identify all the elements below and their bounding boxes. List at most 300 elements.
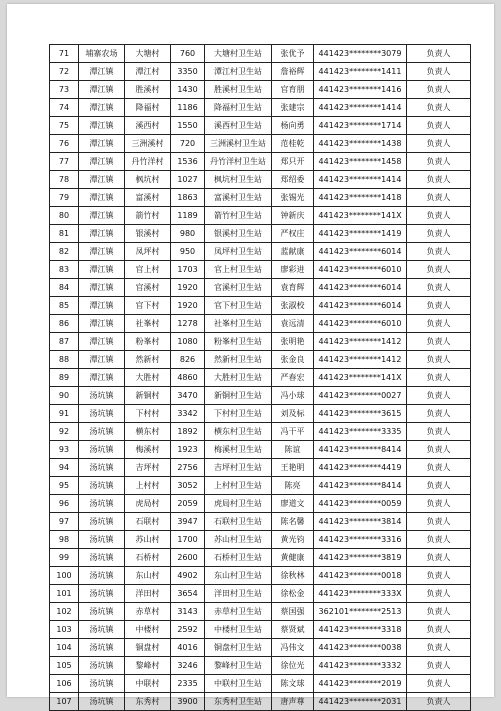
id-number-cell: 441423********8414	[314, 441, 407, 459]
station-cell: 赤草村卫生站	[205, 603, 272, 621]
town-cell: 汤坑镇	[79, 567, 125, 585]
station-cell: 官上村卫生站	[205, 261, 272, 279]
station-cell: 大胜村卫生站	[205, 369, 272, 387]
row-number-cell: 88	[50, 351, 79, 369]
population-cell: 1700	[171, 531, 205, 549]
role-cell: 负责人	[407, 405, 471, 423]
village-cell: 银溪村	[125, 225, 171, 243]
village-cell: 枫坑村	[125, 171, 171, 189]
population-cell: 3052	[171, 477, 205, 495]
population-cell: 826	[171, 351, 205, 369]
row-number-cell: 100	[50, 567, 79, 585]
row-number-cell: 94	[50, 459, 79, 477]
population-cell: 1080	[171, 333, 205, 351]
row-number-cell: 107	[50, 693, 79, 711]
row-number-cell: 82	[50, 243, 79, 261]
town-cell: 潭江镇	[79, 351, 125, 369]
table-row	[50, 297, 471, 315]
town-cell: 潭江镇	[79, 369, 125, 387]
row-number-cell: 92	[50, 423, 79, 441]
station-cell: 凤坪村卫生站	[205, 243, 272, 261]
population-cell: 3654	[171, 585, 205, 603]
person-name-cell: 黄健康	[272, 549, 314, 567]
row-number-cell: 75	[50, 117, 79, 135]
table-row	[50, 279, 471, 297]
table-row	[50, 225, 471, 243]
person-name-cell: 范桂乾	[272, 135, 314, 153]
village-cell: 官溪村	[125, 279, 171, 297]
village-cell: 丹竹洋村	[125, 153, 171, 171]
id-number-cell: 441423********141X	[314, 369, 407, 387]
health-station-table	[49, 44, 471, 711]
population-cell: 1920	[171, 297, 205, 315]
population-cell: 3342	[171, 405, 205, 423]
table-body	[50, 45, 471, 711]
town-cell: 汤坑镇	[79, 621, 125, 639]
row-number-cell: 99	[50, 549, 79, 567]
village-cell: 富溪村	[125, 189, 171, 207]
table-row	[50, 459, 471, 477]
station-cell: 降福村卫生站	[205, 99, 272, 117]
table-row	[50, 657, 471, 675]
id-number-cell: 441423********3819	[314, 549, 407, 567]
town-cell: 汤坑镇	[79, 423, 125, 441]
person-name-cell: 陈亮	[272, 477, 314, 495]
role-cell: 负责人	[407, 117, 471, 135]
person-name-cell: 廖彩进	[272, 261, 314, 279]
row-number-cell: 102	[50, 603, 79, 621]
table-row	[50, 585, 471, 603]
population-cell: 1923	[171, 441, 205, 459]
town-cell: 潭江镇	[79, 243, 125, 261]
station-cell: 胜溪村卫生站	[205, 81, 272, 99]
village-cell: 然新村	[125, 351, 171, 369]
table-row	[50, 423, 471, 441]
table-row	[50, 513, 471, 531]
town-cell: 汤坑镇	[79, 405, 125, 423]
person-name-cell: 陈文球	[272, 675, 314, 693]
person-name-cell: 蓝献康	[272, 243, 314, 261]
role-cell: 负责人	[407, 297, 471, 315]
id-number-cell: 441423********1412	[314, 333, 407, 351]
person-name-cell: 杨向勇	[272, 117, 314, 135]
row-number-cell: 76	[50, 135, 79, 153]
village-cell: 三洲溪村	[125, 135, 171, 153]
village-cell: 上村村	[125, 477, 171, 495]
village-cell: 横东村	[125, 423, 171, 441]
row-number-cell: 103	[50, 621, 79, 639]
table-row	[50, 549, 471, 567]
table-row	[50, 243, 471, 261]
id-number-cell: 441423********6014	[314, 279, 407, 297]
station-cell: 中楼村卫生站	[205, 621, 272, 639]
town-cell: 潭江镇	[79, 189, 125, 207]
station-cell: 苏山村卫生站	[205, 531, 272, 549]
table-row	[50, 207, 471, 225]
station-cell: 银溪村卫生站	[205, 225, 272, 243]
id-number-cell: 362101********2513	[314, 603, 407, 621]
village-cell: 粉峯村	[125, 333, 171, 351]
person-name-cell: 官育朋	[272, 81, 314, 99]
population-cell: 4860	[171, 369, 205, 387]
row-number-cell: 104	[50, 639, 79, 657]
id-number-cell: 441423********3318	[314, 621, 407, 639]
population-cell: 1186	[171, 99, 205, 117]
row-number-cell: 93	[50, 441, 79, 459]
person-name-cell: 冯伟文	[272, 639, 314, 657]
row-number-cell: 74	[50, 99, 79, 117]
table-row	[50, 333, 471, 351]
station-cell: 富溪村卫生站	[205, 189, 272, 207]
village-cell: 大胜村	[125, 369, 171, 387]
row-number-cell: 106	[50, 675, 79, 693]
id-number-cell: 441423********3332	[314, 657, 407, 675]
town-cell: 潭江镇	[79, 279, 125, 297]
table-row	[50, 117, 471, 135]
population-cell: 980	[171, 225, 205, 243]
table-row	[50, 621, 471, 639]
station-cell: 箭竹村卫生站	[205, 207, 272, 225]
village-cell: 胜溪村	[125, 81, 171, 99]
station-cell: 溪西村卫生站	[205, 117, 272, 135]
population-cell: 3470	[171, 387, 205, 405]
role-cell: 负责人	[407, 243, 471, 261]
table-row	[50, 171, 471, 189]
village-cell: 潭江村	[125, 63, 171, 81]
population-cell: 760	[171, 45, 205, 63]
station-cell: 社峯村卫生站	[205, 315, 272, 333]
village-cell: 石桥村	[125, 549, 171, 567]
id-number-cell: 441423********2031	[314, 693, 407, 711]
station-cell: 中联村卫生站	[205, 675, 272, 693]
document-page	[7, 4, 494, 706]
population-cell: 2335	[171, 675, 205, 693]
station-cell: 铜盘村卫生站	[205, 639, 272, 657]
id-number-cell: 441423********2019	[314, 675, 407, 693]
village-cell: 凤坪村	[125, 243, 171, 261]
id-number-cell: 441423********6010	[314, 315, 407, 333]
row-number-cell: 72	[50, 63, 79, 81]
town-cell: 汤坑镇	[79, 585, 125, 603]
town-cell: 潭江镇	[79, 171, 125, 189]
person-name-cell: 严春宏	[272, 369, 314, 387]
village-cell: 铜盘村	[125, 639, 171, 657]
town-cell: 潭江镇	[79, 261, 125, 279]
id-number-cell: 441423********0027	[314, 387, 407, 405]
town-cell: 潭江镇	[79, 153, 125, 171]
table-row	[50, 603, 471, 621]
role-cell: 负责人	[407, 333, 471, 351]
village-cell: 中楼村	[125, 621, 171, 639]
person-name-cell: 张明艳	[272, 333, 314, 351]
village-cell: 溪西村	[125, 117, 171, 135]
role-cell: 负责人	[407, 693, 471, 711]
id-number-cell: 441423********0038	[314, 639, 407, 657]
village-cell: 中联村	[125, 675, 171, 693]
village-cell: 降福村	[125, 99, 171, 117]
id-number-cell: 441423********1458	[314, 153, 407, 171]
population-cell: 1189	[171, 207, 205, 225]
village-cell: 箭竹村	[125, 207, 171, 225]
role-cell: 负责人	[407, 207, 471, 225]
town-cell: 埔寨农场	[79, 45, 125, 63]
role-cell: 负责人	[407, 225, 471, 243]
village-cell: 梅溪村	[125, 441, 171, 459]
person-name-cell: 蔡贤斌	[272, 621, 314, 639]
id-number-cell: 441423********3335	[314, 423, 407, 441]
role-cell: 负责人	[407, 279, 471, 297]
row-number-cell: 86	[50, 315, 79, 333]
station-cell: 丹竹洋村卫生站	[205, 153, 272, 171]
town-cell: 汤坑镇	[79, 513, 125, 531]
table-row	[50, 387, 471, 405]
town-cell: 汤坑镇	[79, 639, 125, 657]
town-cell: 汤坑镇	[79, 441, 125, 459]
id-number-cell: 441423********0018	[314, 567, 407, 585]
person-name-cell: 郑只开	[272, 153, 314, 171]
table-row	[50, 153, 471, 171]
population-cell: 1863	[171, 189, 205, 207]
station-cell: 黎峰村卫生站	[205, 657, 272, 675]
person-name-cell: 徐秋林	[272, 567, 314, 585]
table-row	[50, 405, 471, 423]
village-cell: 官上村	[125, 261, 171, 279]
row-number-cell: 83	[50, 261, 79, 279]
town-cell: 汤坑镇	[79, 459, 125, 477]
role-cell: 负责人	[407, 315, 471, 333]
population-cell: 4902	[171, 567, 205, 585]
town-cell: 汤坑镇	[79, 675, 125, 693]
station-cell: 枫坑村卫生站	[205, 171, 272, 189]
row-number-cell: 85	[50, 297, 79, 315]
id-number-cell: 441423********1419	[314, 225, 407, 243]
station-cell: 然新村卫生站	[205, 351, 272, 369]
station-cell: 东山村卫生站	[205, 567, 272, 585]
table-row	[50, 99, 471, 117]
population-cell: 1027	[171, 171, 205, 189]
station-cell: 梅溪村卫生站	[205, 441, 272, 459]
town-cell: 汤坑镇	[79, 603, 125, 621]
role-cell: 负责人	[407, 675, 471, 693]
table-row	[50, 369, 471, 387]
station-cell: 石联村卫生站	[205, 513, 272, 531]
person-name-cell: 袁远清	[272, 315, 314, 333]
person-name-cell: 钟新庆	[272, 207, 314, 225]
population-cell: 1892	[171, 423, 205, 441]
id-number-cell: 441423********1414	[314, 171, 407, 189]
village-cell: 赤草村	[125, 603, 171, 621]
station-cell: 官下村卫生站	[205, 297, 272, 315]
person-name-cell: 詹裕辉	[272, 63, 314, 81]
person-name-cell: 陈名馨	[272, 513, 314, 531]
person-name-cell: 张优予	[272, 45, 314, 63]
population-cell: 3143	[171, 603, 205, 621]
id-number-cell: 441423********6014	[314, 243, 407, 261]
row-number-cell: 71	[50, 45, 79, 63]
id-number-cell: 441423********0059	[314, 495, 407, 513]
role-cell: 负责人	[407, 603, 471, 621]
id-number-cell: 441423********1411	[314, 63, 407, 81]
person-name-cell: 徐位光	[272, 657, 314, 675]
village-cell: 东山村	[125, 567, 171, 585]
id-number-cell: 441423********3814	[314, 513, 407, 531]
role-cell: 负责人	[407, 99, 471, 117]
row-number-cell: 84	[50, 279, 79, 297]
population-cell: 2059	[171, 495, 205, 513]
table-row	[50, 639, 471, 657]
population-cell: 3947	[171, 513, 205, 531]
town-cell: 潭江镇	[79, 225, 125, 243]
id-number-cell: 441423********1412	[314, 351, 407, 369]
town-cell: 潭江镇	[79, 117, 125, 135]
station-cell: 粉峯村卫生站	[205, 333, 272, 351]
table-row	[50, 693, 471, 711]
id-number-cell: 441423********1438	[314, 135, 407, 153]
role-cell: 负责人	[407, 441, 471, 459]
table-row	[50, 441, 471, 459]
role-cell: 负责人	[407, 477, 471, 495]
town-cell: 潭江镇	[79, 333, 125, 351]
town-cell: 汤坑镇	[79, 657, 125, 675]
table-row	[50, 531, 471, 549]
population-cell: 2756	[171, 459, 205, 477]
id-number-cell: 441423********1414	[314, 99, 407, 117]
id-number-cell: 441423********1418	[314, 189, 407, 207]
role-cell: 负责人	[407, 63, 471, 81]
person-name-cell: 严权庄	[272, 225, 314, 243]
village-cell: 黎峰村	[125, 657, 171, 675]
town-cell: 汤坑镇	[79, 549, 125, 567]
table-row	[50, 567, 471, 585]
town-cell: 汤坑镇	[79, 495, 125, 513]
population-cell: 720	[171, 135, 205, 153]
role-cell: 负责人	[407, 513, 471, 531]
id-number-cell: 441423********333X	[314, 585, 407, 603]
id-number-cell: 441423********141X	[314, 207, 407, 225]
station-cell: 新铜村卫生站	[205, 387, 272, 405]
id-number-cell: 441423********8414	[314, 477, 407, 495]
population-cell: 3246	[171, 657, 205, 675]
station-cell: 虎局村卫生站	[205, 495, 272, 513]
town-cell: 潭江镇	[79, 99, 125, 117]
row-number-cell: 81	[50, 225, 79, 243]
population-cell: 1550	[171, 117, 205, 135]
table-row	[50, 315, 471, 333]
population-cell: 1703	[171, 261, 205, 279]
station-cell: 大塘村卫生站	[205, 45, 272, 63]
station-cell: 石桥村卫生站	[205, 549, 272, 567]
person-name-cell: 张建宗	[272, 99, 314, 117]
table-row	[50, 189, 471, 207]
town-cell: 潭江镇	[79, 81, 125, 99]
table-row	[50, 351, 471, 369]
population-cell: 1536	[171, 153, 205, 171]
station-cell: 官溪村卫生站	[205, 279, 272, 297]
person-name-cell: 冯小球	[272, 387, 314, 405]
row-number-cell: 96	[50, 495, 79, 513]
table-row	[50, 81, 471, 99]
row-number-cell: 87	[50, 333, 79, 351]
village-cell: 石联村	[125, 513, 171, 531]
row-number-cell: 77	[50, 153, 79, 171]
role-cell: 负责人	[407, 585, 471, 603]
role-cell: 负责人	[407, 567, 471, 585]
town-cell: 汤坑镇	[79, 531, 125, 549]
person-name-cell: 郑绍委	[272, 171, 314, 189]
person-name-cell: 张淑校	[272, 297, 314, 315]
village-cell: 社峯村	[125, 315, 171, 333]
table-row	[50, 675, 471, 693]
village-cell: 下村村	[125, 405, 171, 423]
person-name-cell: 张锡光	[272, 189, 314, 207]
id-number-cell: 441423********3615	[314, 405, 407, 423]
station-cell: 东秀村卫生站	[205, 693, 272, 711]
role-cell: 负责人	[407, 81, 471, 99]
village-cell: 苏山村	[125, 531, 171, 549]
id-number-cell: 441423********3316	[314, 531, 407, 549]
person-name-cell: 王艳明	[272, 459, 314, 477]
table-row	[50, 63, 471, 81]
population-cell: 4016	[171, 639, 205, 657]
table-row	[50, 135, 471, 153]
village-cell: 大塘村	[125, 45, 171, 63]
station-cell: 横东村卫生站	[205, 423, 272, 441]
village-cell: 新铜村	[125, 387, 171, 405]
population-cell: 950	[171, 243, 205, 261]
id-number-cell: 441423********6014	[314, 297, 407, 315]
person-name-cell: 黄光钧	[272, 531, 314, 549]
role-cell: 负责人	[407, 189, 471, 207]
village-cell: 虎局村	[125, 495, 171, 513]
row-number-cell: 98	[50, 531, 79, 549]
station-cell: 下村村卫生站	[205, 405, 272, 423]
person-name-cell: 袁育辉	[272, 279, 314, 297]
person-name-cell: 廖道文	[272, 495, 314, 513]
village-cell: 洋田村	[125, 585, 171, 603]
town-cell: 潭江镇	[79, 207, 125, 225]
id-number-cell: 441423********1416	[314, 81, 407, 99]
row-number-cell: 95	[50, 477, 79, 495]
population-cell: 2600	[171, 549, 205, 567]
row-number-cell: 73	[50, 81, 79, 99]
row-number-cell: 91	[50, 405, 79, 423]
population-cell: 1430	[171, 81, 205, 99]
town-cell: 潭江镇	[79, 297, 125, 315]
role-cell: 负责人	[407, 387, 471, 405]
station-cell: 上村村卫生站	[205, 477, 272, 495]
role-cell: 负责人	[407, 351, 471, 369]
role-cell: 负责人	[407, 153, 471, 171]
role-cell: 负责人	[407, 369, 471, 387]
station-cell: 洋田村卫生站	[205, 585, 272, 603]
row-number-cell: 80	[50, 207, 79, 225]
person-name-cell: 唐声尊	[272, 693, 314, 711]
town-cell: 汤坑镇	[79, 693, 125, 711]
village-cell: 官下村	[125, 297, 171, 315]
person-name-cell: 张金良	[272, 351, 314, 369]
person-name-cell: 冯干平	[272, 423, 314, 441]
row-number-cell: 101	[50, 585, 79, 603]
role-cell: 负责人	[407, 495, 471, 513]
population-cell: 1920	[171, 279, 205, 297]
role-cell: 负责人	[407, 459, 471, 477]
role-cell: 负责人	[407, 261, 471, 279]
table-row	[50, 45, 471, 63]
population-cell: 3350	[171, 63, 205, 81]
id-number-cell: 441423********1714	[314, 117, 407, 135]
role-cell: 负责人	[407, 639, 471, 657]
village-cell: 吉坪村	[125, 459, 171, 477]
